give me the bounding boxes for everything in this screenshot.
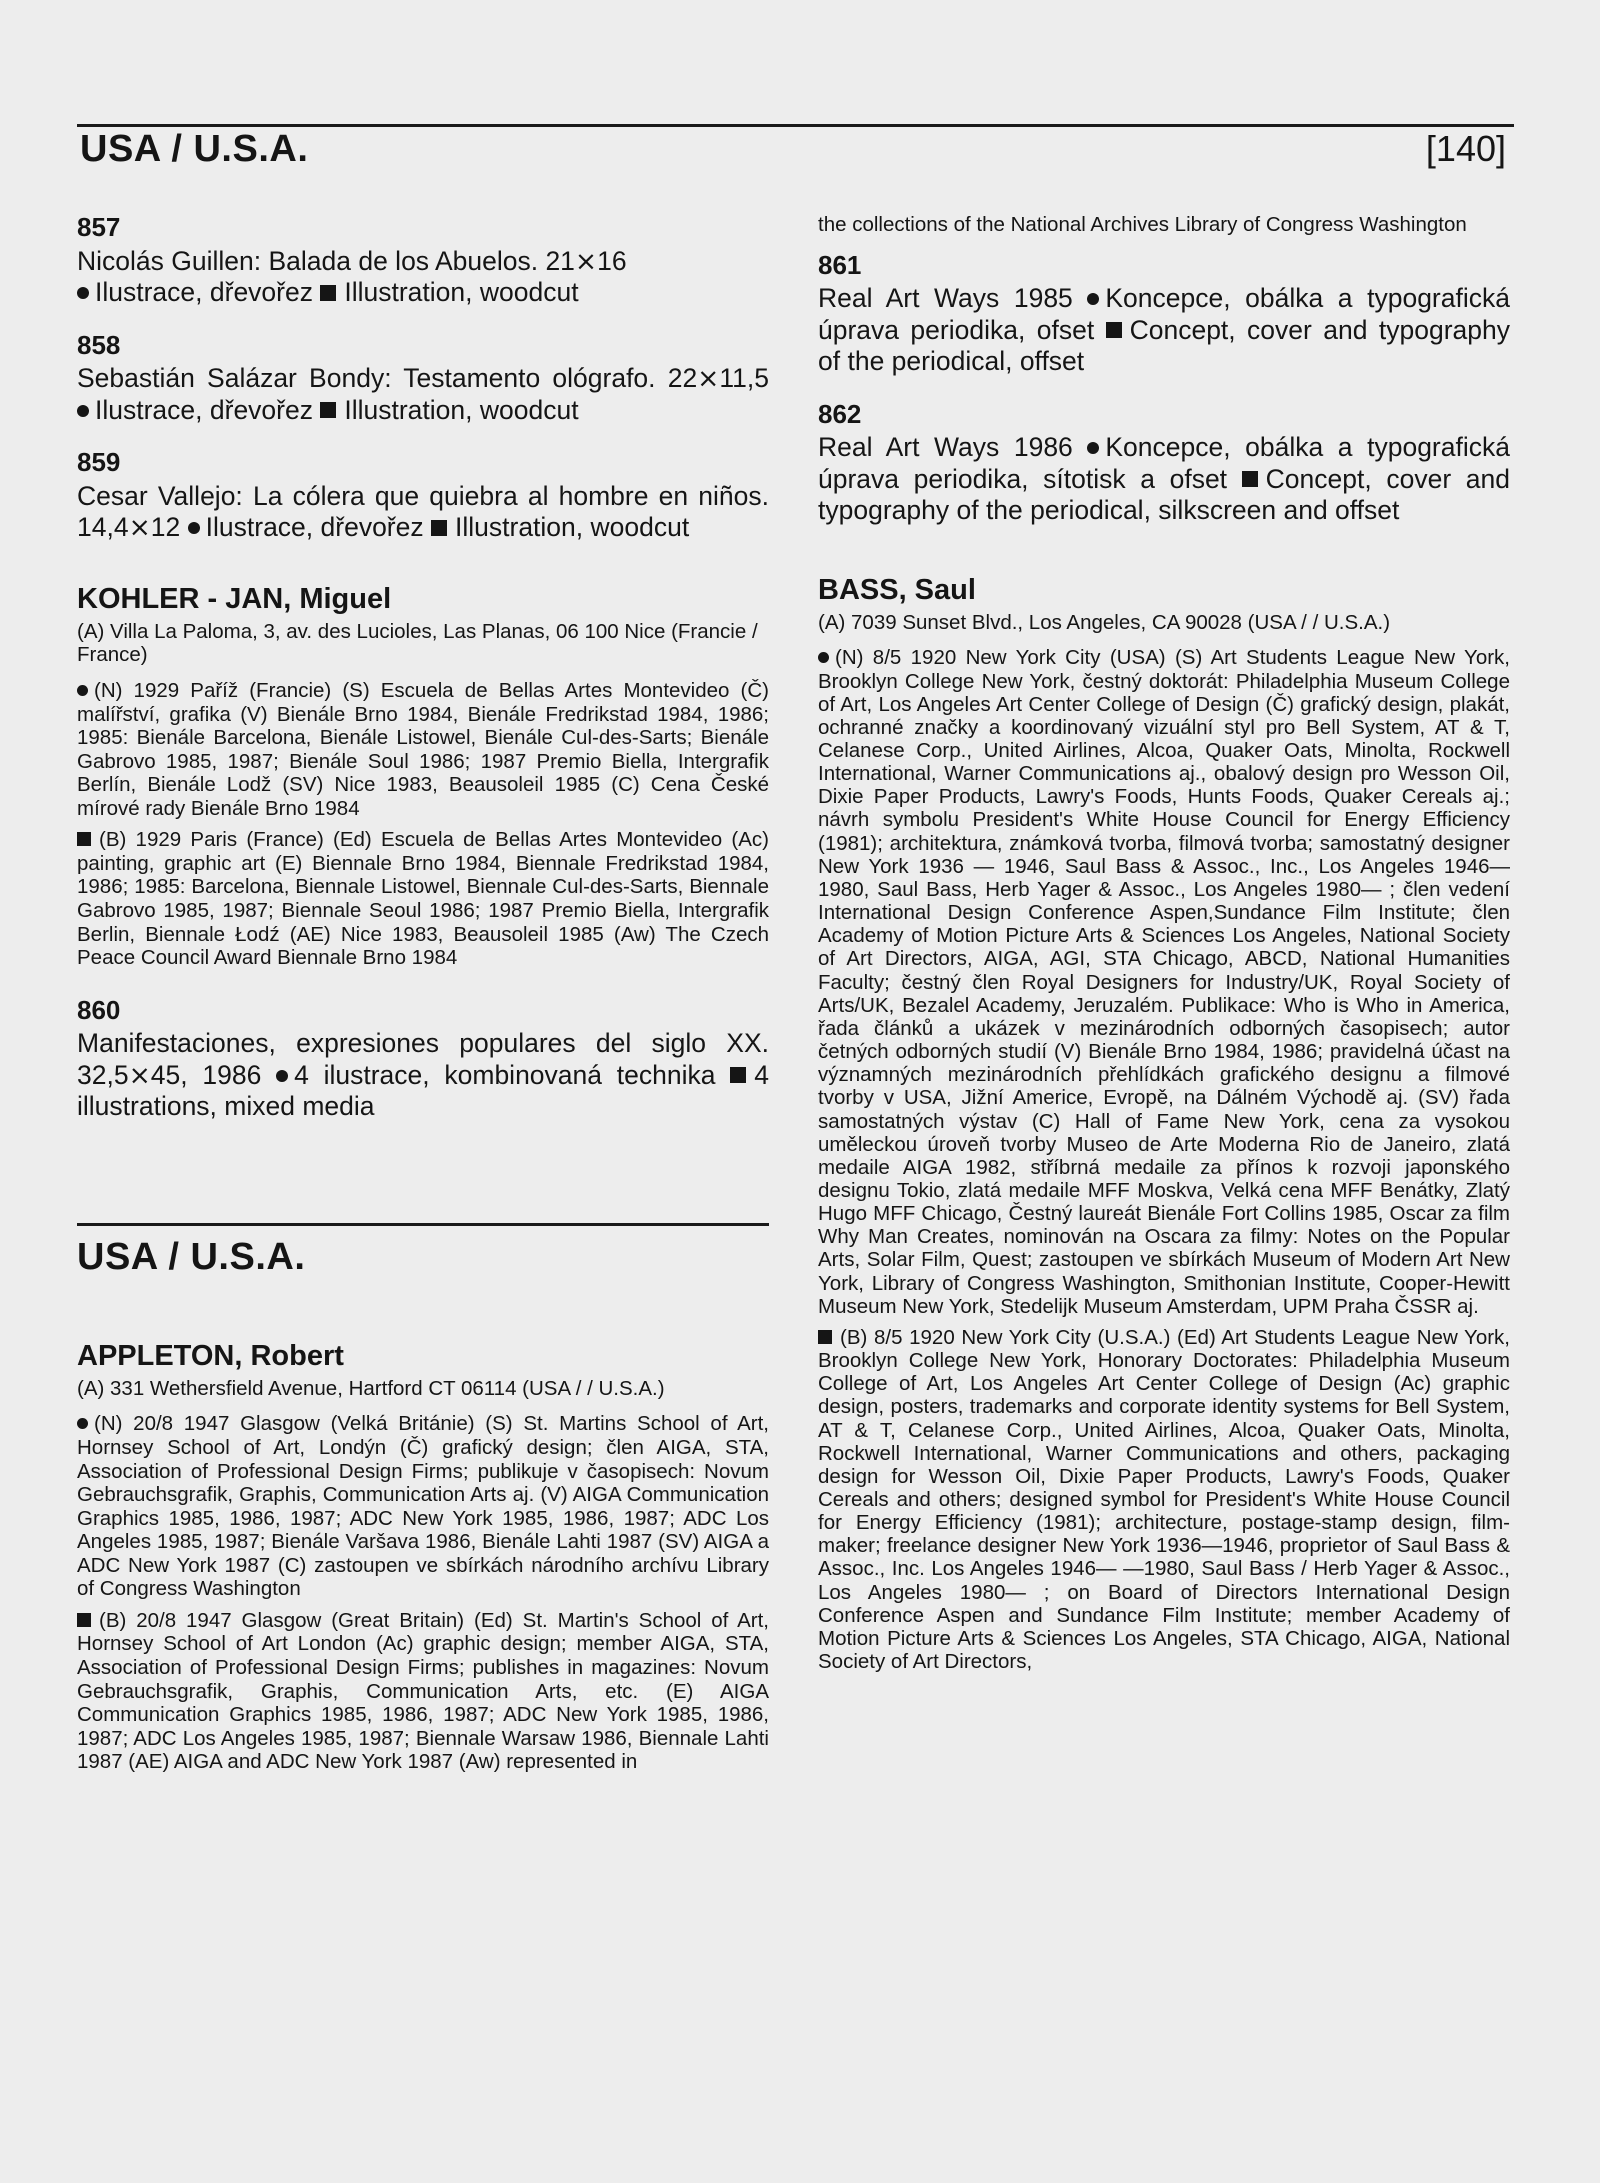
page-country-heading: USA / U.S.A. (80, 128, 309, 170)
entry-title: Nicolás Guillen: Balada de los Abuelos. 21⨯16 (77, 245, 627, 276)
entry-desc-cz: Koncepce, obálka a typografická úprava periodika, ofset (818, 283, 1510, 345)
square-icon (1242, 471, 1258, 487)
entry-number: 858 (77, 329, 121, 360)
header-rule (77, 124, 1514, 127)
square-icon (77, 832, 91, 846)
entry-number: 860 (77, 994, 121, 1025)
bullet-icon (77, 1418, 88, 1429)
entry-title: Manifestaciones, expresiones populares del siglo XX. 32,5⨯45, 1986 (77, 1028, 769, 1090)
bullet-icon (1087, 442, 1099, 454)
bio-english: (B) 20/8 1947 Glasgow (Great Britain) (Ed) St. Martin's School of Art, Hornsey School of Art London (Ac) graphic design; member AIGA, STA, Association of Professional Design Firms; publishes in magazines: Novum Gebrauchsgrafik, Graphis, Communication Arts, etc. (E) AIGA Communication Graphics 1985, 1986, 1987; ADC New York 1985, 1986, 1987; ADC Los Angeles 1985, 1987; Biennale Warsaw 1986, Biennale Lahti 1987 (AE) AIGA and ADC New York 1987 (Aw) represented in (77, 1608, 769, 1774)
entry-title: Real Art Ways 1986 (818, 432, 1073, 463)
entry-title: Real Art Ways 1985 (818, 283, 1073, 314)
artist-appleton (77, 1341, 769, 1774)
bullet-icon (276, 1070, 288, 1082)
entry-desc-cz: Ilustrace, dřevořez (205, 512, 424, 543)
page-number: [140] (1425, 128, 1506, 169)
entry-859 (77, 448, 769, 544)
artist-name: KOHLER - JAN, Miguel (77, 582, 392, 615)
bio-english: (B) 8/5 1920 New York City (U.S.A.) (Ed) Art Students League New York, Brooklyn College New York, Honorary Doctorates: Philadelphia Museum College of Art, Los Angeles Art Center College of Design (Ac) graphic design, posters, trademarks and corporate identity systems for Bell System, AT & T, Celanese Corp., United Airlines, Alcoa, Quaker Oats, Minolta, Rockwell International, Warner Communications and others, packaging design for Wesson Oil, Dixie Paper Products, Lawry's Foods, Quaker Cereals and others; designed symbol for President's White House Council for Energy Efficiency (1981); architecture, postage-stamp design, film-maker; freelance designer New York 1936—1946, proprietor of Saul Bass & Assoc., Inc. Los Angeles 1946— —1980, Saul Bass / Herb Yager & Assoc., Los Angeles 1980— ; on Board of Directors International Design Conference Aspen and Sundance Film Institute; member Academy of Motion Picture Arts & Sciences Los Angeles, STA Chicago, AIGA, National Society of Art Directors, (818, 1325, 1510, 1674)
square-icon (320, 402, 336, 418)
entry-desc-cz: 4 ilustrace, kombinovaná technika (294, 1059, 716, 1090)
right-column (818, 213, 1510, 1681)
entry-858 (77, 331, 769, 427)
entry-desc-en: Concept, cover and typography of the periodical, silkscreen and offset (818, 463, 1510, 526)
entry-number: 857 (77, 212, 121, 242)
entry-860 (77, 996, 769, 1123)
artist-address: (A) Villa La Paloma, 3, av. des Lucioles, Las Planas, 06 100 Nice (Francie / France) (77, 619, 758, 667)
entry-desc-en: Concept, cover and typography of the periodical, offset (818, 314, 1510, 377)
entry-title: Cesar Vallejo: La cólera que quiebra al hombre en niños. 14,4⨯12 (77, 480, 769, 543)
entry-862 (818, 400, 1510, 527)
artist-name: APPLETON, Robert (77, 1339, 344, 1372)
entry-desc-en: Illustration, woodcut (344, 394, 579, 425)
square-icon (431, 520, 447, 536)
artist-address: (A) 7039 Sunset Blvd., Los Angeles, CA 90028 (USA / / U.S.A.) (818, 610, 1391, 634)
section-country-heading: USA / U.S.A. (77, 1235, 306, 1278)
square-icon (1106, 322, 1122, 338)
entry-desc-cz: Koncepce, obálka a typografická úprava periodika, sítotisk a ofset (818, 432, 1510, 494)
entry-number: 861 (818, 249, 862, 280)
bullet-icon (1087, 293, 1099, 305)
entry-desc-en: Illustration, woodcut (344, 277, 579, 308)
bullet-icon (77, 405, 89, 417)
bullet-icon (77, 287, 89, 299)
bullet-icon (188, 522, 200, 534)
entry-861 (818, 251, 1510, 378)
left-column (77, 213, 769, 1782)
artist-kohler (77, 584, 769, 970)
entry-857 (77, 213, 769, 309)
entry-desc-en: Illustration, woodcut (455, 512, 690, 543)
entry-number: 862 (818, 398, 862, 429)
square-icon (77, 1613, 91, 1627)
bio-czech: (N) 20/8 1947 Glasgow (Velká Británie) (S) St. Martins School of Art, Hornsey School of Art, Londýn (Č) grafický design; člen AIGA, STA, Association of Professional Design Firms; publikuje v časopisech: Novum Gebrauchsgrafik, Graphis, Communication Arts aj. (V) AIGA Communication Graphics 1985, 1986, 1987; ADC New York 1985, 1986, 1987; ADC Los Angeles 1985, 1987; Bienále Varšava 1986, Bienále Lahti 1987 (SV) AIGA a ADC New York 1987 (C) zastoupen ve sbírkách národního archívu Library of Congress Washington (77, 1412, 769, 1601)
bio-english: (B) 1929 Paris (France) (Ed) Escuela de Bellas Artes Montevideo (Ac) painting, graphic art (E) Biennale Brno 1984, Biennale Fredrikstad 1984, 1986; 1985: Barcelona, Biennale Listowel, Biennale Cul-des-Sarts, Biennale Gabrovo 1985, 1987; Biennale Seoul 1986; 1987 Premio Biella, Intergrafik Berlin, Biennale Łodź (AE) Nice 1983, Beausoleil 1985 (Aw) The Czech Peace Council Award Biennale Brno 1984 (77, 828, 769, 970)
square-icon (320, 285, 336, 301)
bio-czech: (N) 8/5 1920 New York City (USA) (S) Art Students League New York, Brooklyn College New York, čestný doktorát: Philadelphia Museum College of Art, Los Angeles Art Center College of Design (Č) grafický design, plakát, ochranné značky a koordinovaný vizuální styl pro Bell System, AT & T, Celanese Corp., United Airlines, Alcoa, Quaker Oats, Minolta, Rockwell International, Warner Communications aj., obalový design pro Wesson Oil, Dixie Paper Products, Lawry's Foods, Hunts Foods, Quaker Cereals aj.; návrh symbolu President's White House Council for Energy Efficiency (1981); architektura, známková tvorba, filmová tvorba; samostatný designer New York 1936 — 1946, Saul Bass & Assoc., Inc., Los Angeles 1946—1980, Saul Bass, Herb Yager & Assoc., Los Angeles 1980— ; člen vedení International Design Conference Aspen,Sundance Film Institute; člen Academy of Motion Picture Arts & Sciences Los Angeles, National Society of Art Directors, AIGA, AGI, STA Chicago, ABCD, National Humanities Faculty; čestný člen Royal Designers for Industry/UK, Royal Society of Arts/UK, Bezalel Academy, Jeruzalém. Publikace: Who is Who in America, řada článků a ukázek v mezinárodních odborných časopisech; autor četných odborných studií (V) Bienále Brno 1984, 1986; pravidelná účast na významných mezinárodních přehlídkách grafického designu a filmové tvorby v USA, Jižní Americe, Evropě, na Dálném Východě aj. (SV) řada samostatných výstav (C) Hall of Fame New York, cena za vysokou uměleckou úroveň tvorby Museo de Arte Moderna Rio de Janeiro, zlatá medaile AIGA 1982, stříbrná medaile za přínos k rozvoji japonského designu Tokio, zlatá medaile MFF Moskva, Velká cena MFF Benátky, Zlatý Hugo MFF Chicago, Čestný laureát Bienále Fort Collins 1985, Oscar za film Why Man Creates, nominován na Oscara za filmy: Notes on the Popular Arts, Solar Film, Quest; zastoupen ve sbírkách Museum of Modern Art New York, Library of Congress Washington, Smithonian Institute, Cooper-Hewitt Museum New York, Stedelijk Museum Amsterdam, UPM Praha ČSSR aj. (818, 646, 1510, 1318)
artist-address: (A) 331 Wethersfield Avenue, Hartford CT 06114 (USA / / U.S.A.) (77, 1376, 665, 1400)
entry-title: Sebastián Salázar Bondy: Testamento ológrafo. 22⨯11,5 (77, 363, 769, 394)
artist-name: BASS, Saul (818, 573, 976, 606)
bullet-icon (77, 685, 88, 696)
artist-bass (818, 575, 1510, 1673)
bullet-icon (818, 652, 829, 663)
square-icon (730, 1067, 746, 1083)
square-icon (818, 1330, 832, 1344)
bio-czech: (N) 1929 Paříž (Francie) (S) Escuela de Bellas Artes Montevideo (Č) malířství, grafika (V) Bienále Brno 1984, Bienále Fredrikstad 1984, 1986; 1985: Bienále Barcelona, Bienále Listowel, Bienále Cul-des-Sarts; Bienále Gabrovo 1985, 1987; Bienále Soul 1986; 1987 Premio Biella, Intergrafik Berlín, Bienále Lodž (SV) Nice 1983, Beausoleil 1985 (C) Cena České mírové rady Bienále Brno 1984 (77, 678, 769, 820)
entry-desc-cz: Ilustrace, dřevořez (95, 394, 313, 425)
appleton-continuation: the collections of the National Archives Library of Congress Washington (818, 213, 1467, 236)
entry-desc-cz: Ilustrace, dřevořez (95, 277, 313, 308)
section-rule (77, 1223, 769, 1226)
entry-number: 859 (77, 447, 121, 478)
entry-desc-en: 4 illustrations, mixed media (77, 1059, 769, 1122)
